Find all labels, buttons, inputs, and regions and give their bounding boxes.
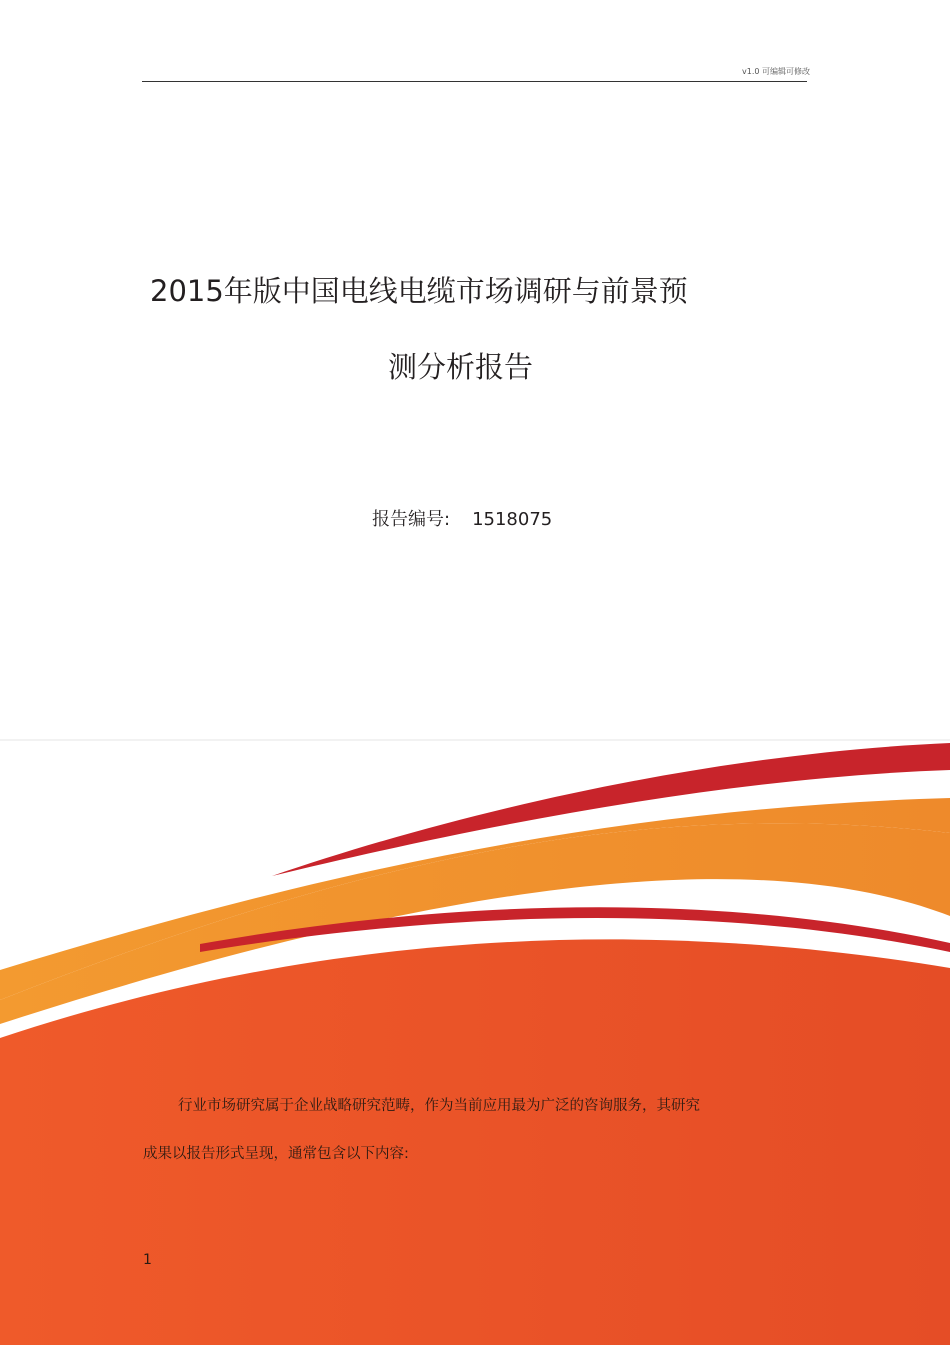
intro-line-2: 成果以报告形式呈现，通常包含以下内容: bbox=[143, 1146, 409, 1162]
report-number-value: 1518075 bbox=[472, 509, 553, 530]
title-line-1: 2015年版中国电线电缆市场调研与前景预 bbox=[150, 274, 688, 308]
intro-paragraph bbox=[143, 1082, 783, 1178]
version-note: v1.0 可编辑可修改 bbox=[742, 67, 810, 76]
page-number: 1 bbox=[143, 1252, 152, 1268]
title-line-2: 测分析报告 bbox=[388, 350, 534, 384]
intro-line-1: 行业市场研究属于企业战略研究范畴，作为当前应用最为广泛的咨询服务，其研究 bbox=[178, 1098, 700, 1114]
header-rule bbox=[142, 81, 807, 82]
report-number bbox=[372, 505, 552, 531]
report-number-label: 报告编号: bbox=[372, 509, 451, 530]
